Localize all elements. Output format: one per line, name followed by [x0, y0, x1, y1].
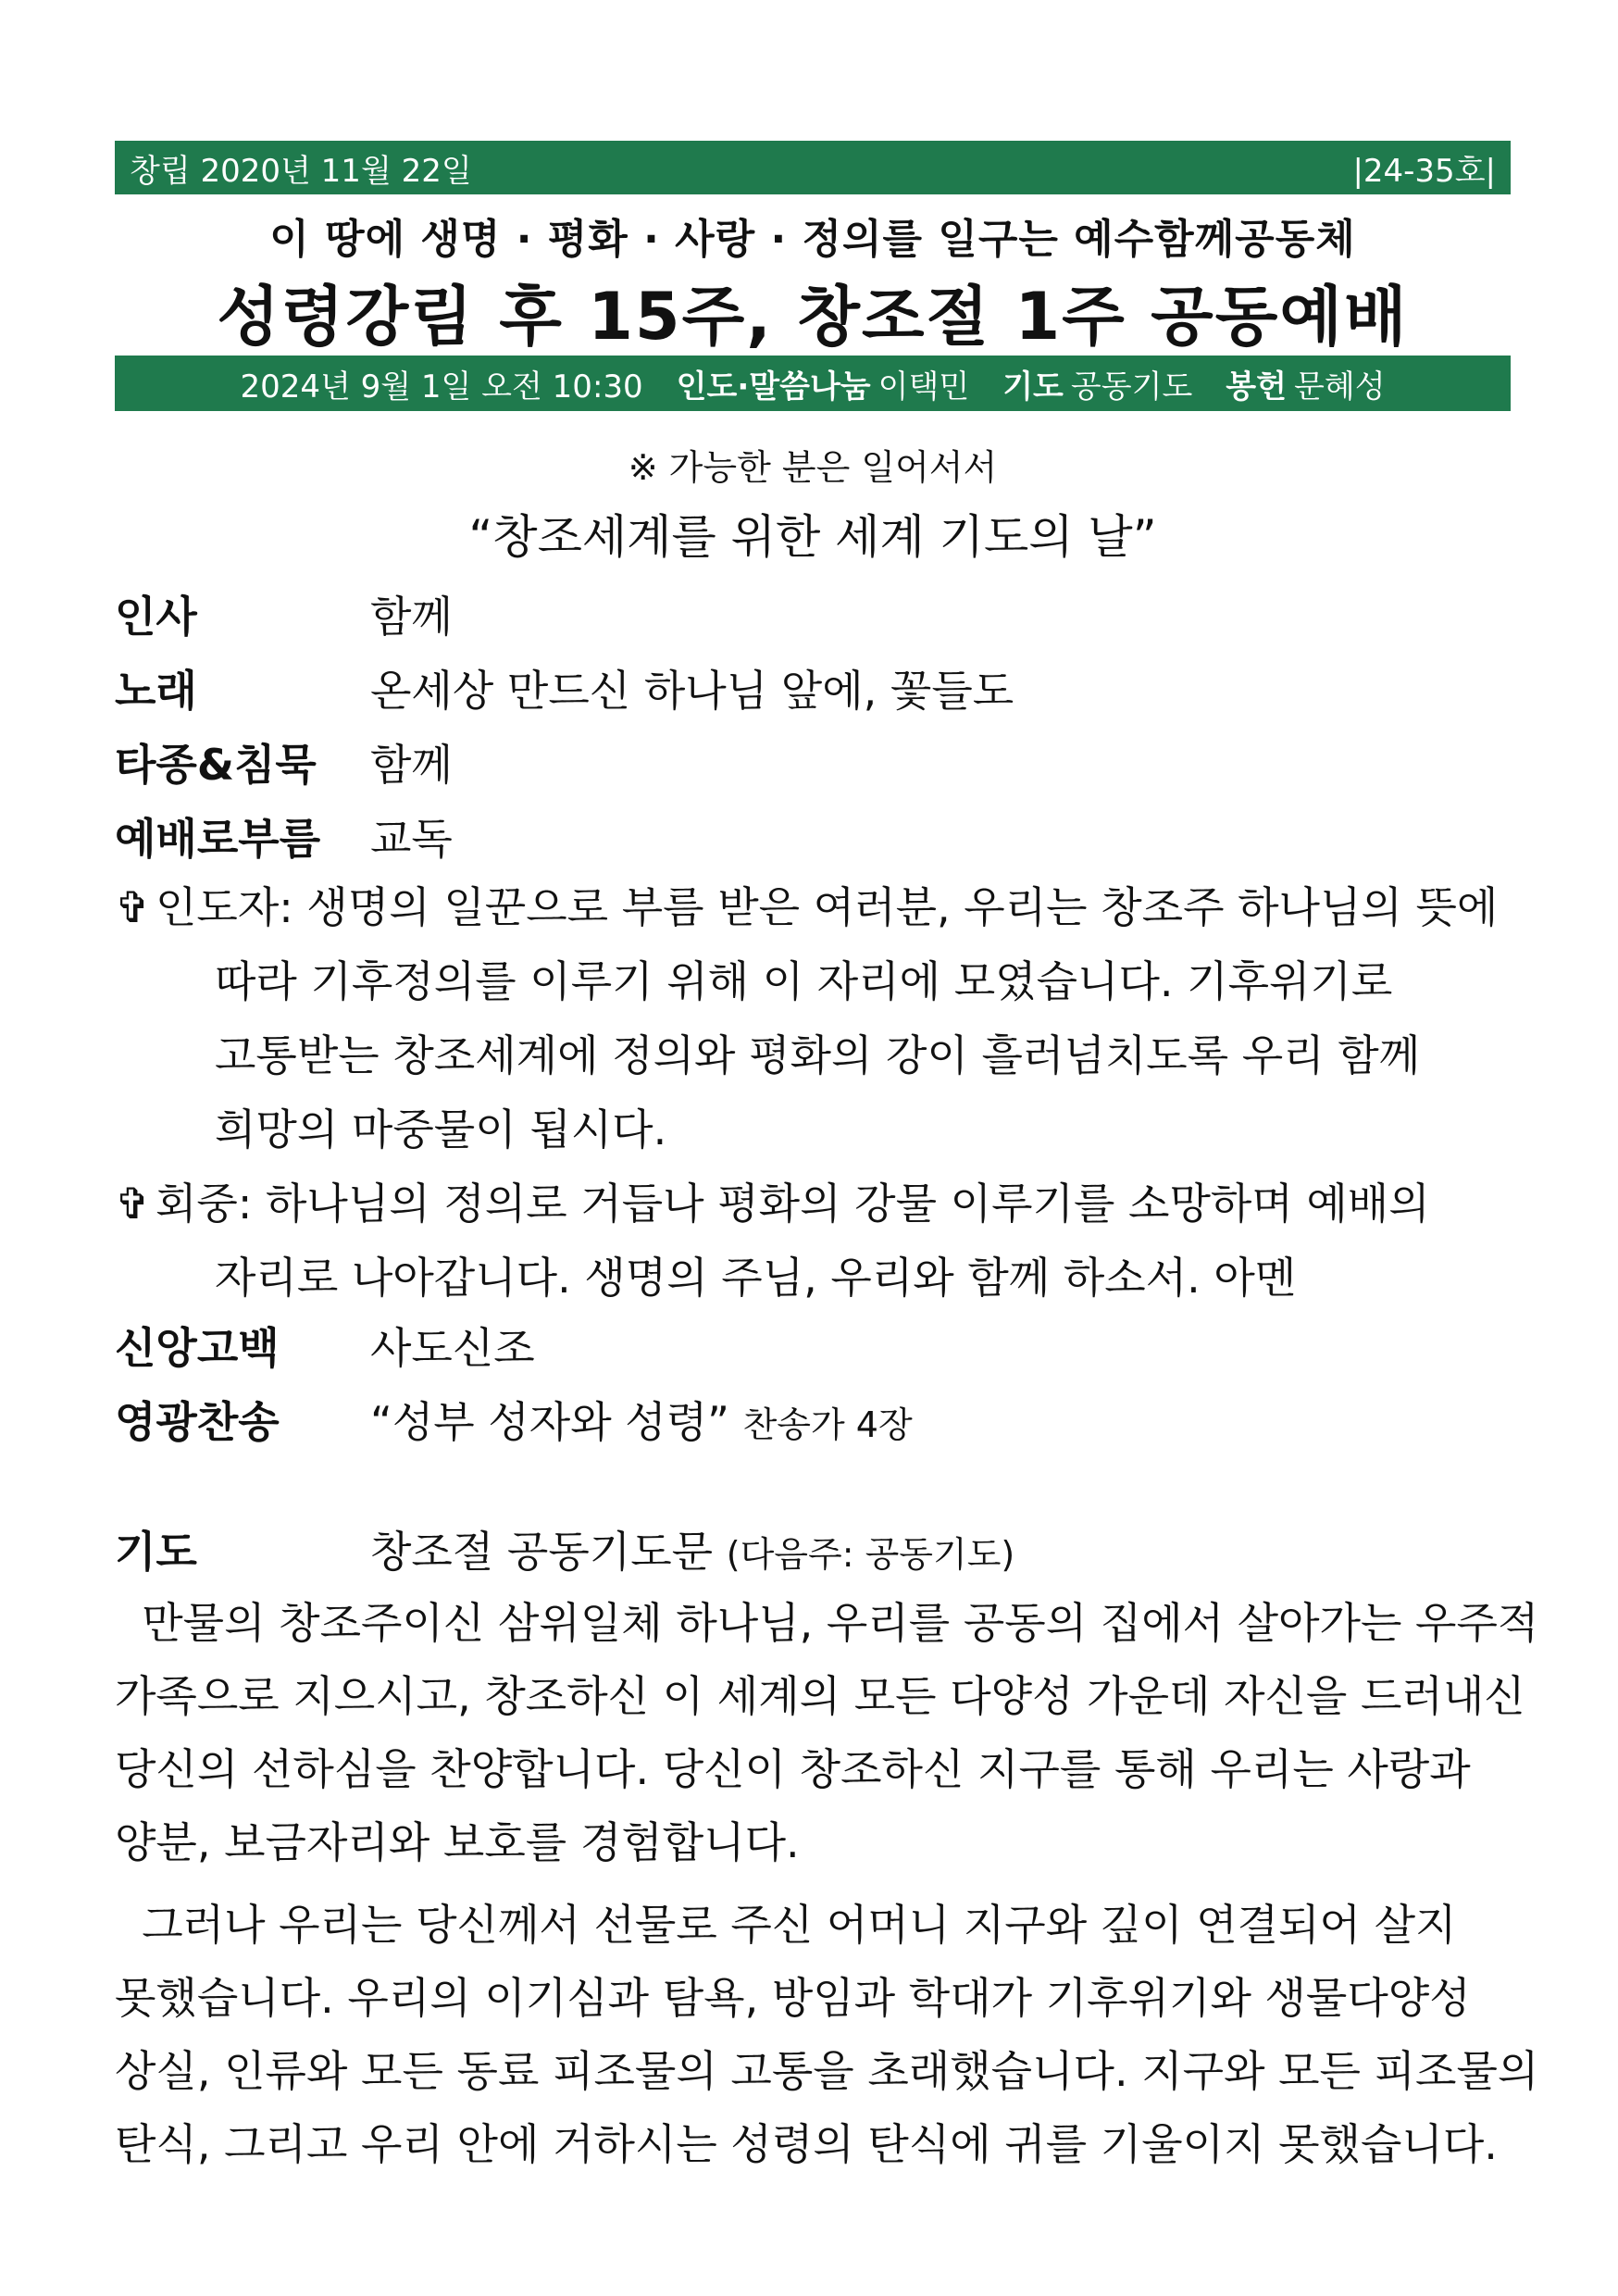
order-row-gloria: [115, 1389, 1511, 1447]
service-info-bar: [115, 356, 1511, 411]
order-row-creed: [115, 1315, 1511, 1373]
order-label: 영광찬송: [115, 1397, 280, 1447]
order-row-bell-silence: [115, 731, 1511, 790]
preacher-name: 이택민: [877, 368, 970, 406]
order-row-greeting: [115, 583, 1511, 642]
standing-notice: ※ 가능한 분은 일어서서: [628, 447, 998, 488]
prayer-line: 그러나 우리는 당신께서 선물로 주신 어머니 지구와 깊이 연결되어 살지: [115, 1900, 1457, 1950]
prayer-paragraph-1: [115, 1587, 1539, 1879]
order-label: 신앙고백: [115, 1323, 280, 1373]
order-row-song: [115, 657, 1511, 716]
prayer-line: 못했습니다. 우리의 이기심과 탐욕, 방임과 학대가 기후위기와 생물다양성: [115, 1973, 1471, 2023]
prayer-title: 창조절 공동기도문: [370, 1527, 714, 1577]
order-value: [370, 1518, 1014, 1579]
cross-icon: ✞: [115, 882, 151, 932]
order-label: 인사: [115, 592, 197, 642]
hymn-number: 찬송가 4장: [742, 1404, 913, 1445]
order-label: 기도: [115, 1527, 197, 1577]
congregation-response: [115, 1167, 1511, 1315]
order-value: 함께: [370, 592, 453, 642]
prayer-label: 기도: [1002, 368, 1064, 406]
service-title: 성령강림 후 15주, 창조절 1주 공동예배: [217, 279, 1409, 355]
offering-name: 문혜성: [1294, 368, 1386, 406]
service-theme: “창조세계를 위한 세계 기도의 날”: [468, 510, 1157, 564]
response-line: 희망의 마중물이 됩시다.: [215, 1104, 667, 1154]
preacher-info: [677, 361, 970, 406]
preacher-label: 인도·말씀나눔: [676, 368, 871, 406]
order-value: 온세상 만드신 하나님 앞에, 꽃들도: [370, 666, 1014, 716]
issue-number: |24-35호|: [1352, 152, 1496, 190]
prayer-line: 만물의 창조주이신 삼위일체 하나님, 우리를 공동의 집에서 살아가는 우주적: [115, 1598, 1539, 1648]
prayer-line: 가족으로 지으시고, 창조하신 이 세계의 모든 다양성 가운데 자신을 드러내신: [115, 1671, 1525, 1721]
cross-icon: ✞: [115, 1179, 151, 1229]
order-value: 함께: [370, 740, 453, 790]
order-value: 교독: [370, 814, 453, 864]
founded-date: 창립 2020년 11월 22일: [130, 152, 472, 190]
response-line: 자리로 나아갑니다. 생명의 주님, 우리와 함께 하소서. 아멘: [215, 1253, 1297, 1303]
response-line: 고통받는 창조세계에 정의와 평화의 강이 흘러넘치도록 우리 함께: [215, 1030, 1421, 1080]
offering-info: [1226, 361, 1385, 406]
order-value: [370, 1389, 913, 1450]
order-row-prayer: [115, 1518, 1511, 1577]
service-datetime: 2024년 9월 1일 오전 10:30: [240, 368, 643, 406]
community-subtitle: 이 땅에 생명 · 평화 · 사랑 · 정의를 일구는 예수함께공동체: [269, 216, 1356, 263]
hymn-title: “성부 성자와 성령”: [370, 1397, 729, 1447]
response-line: ✞ 인도자: 생명의 일꾼으로 부름 받은 여러분, 우리는 창조주 하나님의 뜻에: [115, 870, 1511, 944]
order-label: 타종&침묵: [115, 740, 317, 790]
prayer-name: 공동기도: [1070, 368, 1193, 406]
order-value: 사도신조: [370, 1323, 535, 1373]
response-line: 따라 기후정의를 이루기 위해 이 자리에 모였습니다. 기후위기로: [215, 956, 1393, 1006]
prayer-info: [1002, 361, 1192, 406]
order-label: 예배로부름: [115, 814, 321, 864]
order-row-call-to-worship: [115, 805, 1511, 864]
offering-label: 봉헌: [1226, 368, 1287, 406]
prayer-line: 양분, 보금자리와 보호를 경험합니다.: [115, 1817, 800, 1867]
prayer-paragraph-2: [115, 1889, 1539, 2181]
prayer-line: 탄식, 그리고 우리 안에 거하시는 성령의 탄식에 귀를 기울이지 못했습니다.: [115, 2119, 1498, 2169]
prayer-line: 상실, 인류와 모든 동료 피조물의 고통을 초래했습니다. 지구와 모든 피조물의: [115, 2046, 1539, 2096]
prayer-note: (다음주: 공동기도): [726, 1534, 1015, 1575]
prayer-line: 당신의 선하심을 찬양합니다. 당신이 창조하신 지구를 통해 우리는 사랑과: [115, 1744, 1471, 1794]
header-bar: [115, 141, 1511, 194]
order-label: 노래: [115, 666, 197, 716]
response-line: ✞ 회중: 하나님의 정의로 거듭나 평화의 강물 이루기를 소망하며 예배의: [115, 1167, 1511, 1241]
leader-response: [115, 870, 1511, 1167]
